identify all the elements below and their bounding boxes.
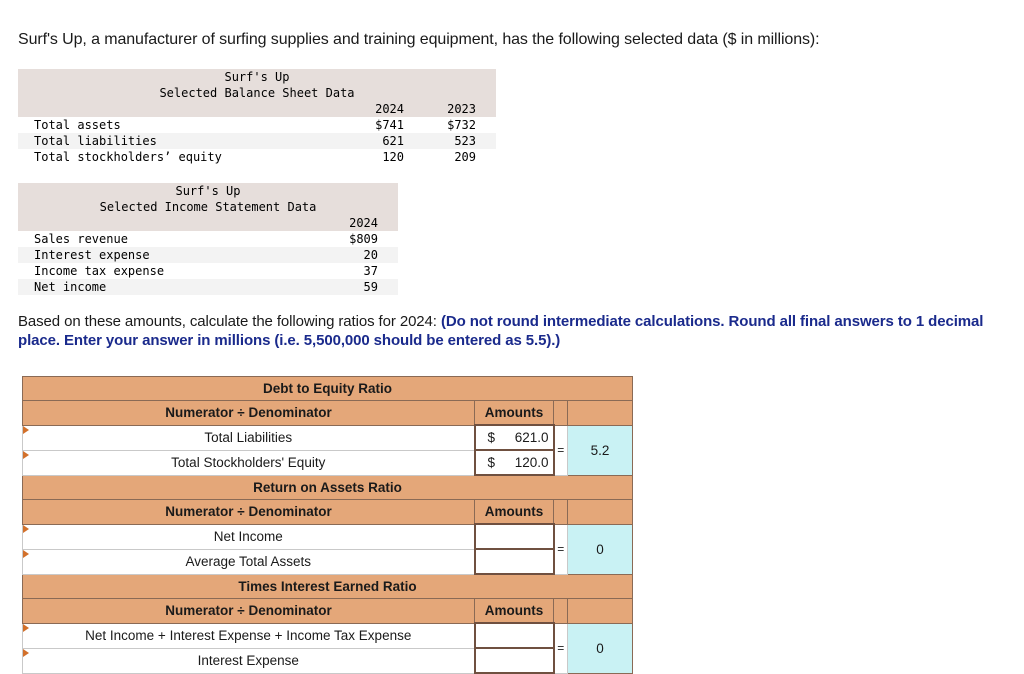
return-on-assets-numerator-select[interactable]: Net Income [23, 524, 475, 549]
times-interest-earned-denominator-select[interactable]: Interest Expense [23, 648, 475, 673]
instructions-emphasis: (Do not round intermediate calculations. Round all final answers to 1 decimal place. Enter your answer in millions (i.e. 5,500,000 should be entered as 5.5).) [18, 313, 984, 349]
table-row [23, 500, 633, 525]
table-row [23, 401, 633, 426]
value-2024: $809 [349, 232, 378, 246]
amount-value: 621.0 [514, 430, 549, 445]
year-2024: 2024 [375, 102, 404, 116]
income-statement-table [18, 183, 398, 295]
value-2024: 120 [382, 150, 404, 164]
header-spacer [554, 500, 568, 525]
table-row [23, 623, 633, 648]
times-interest-earned-title: Times Interest Earned Ratio [23, 574, 633, 599]
table-row [23, 450, 633, 475]
header-spacer [568, 500, 633, 525]
header-spacer [554, 599, 568, 624]
balance-sheet-title: Surf's Up [224, 70, 290, 84]
return-on-assets-numerator-amount-input[interactable] [475, 524, 554, 549]
table-row [18, 263, 398, 279]
times-interest-earned-numerator-amount-input[interactable] [475, 623, 554, 648]
equals-sign: = [554, 524, 568, 574]
equals-sign: = [554, 425, 568, 475]
dollar-sign: $ [487, 455, 496, 470]
return-on-assets-denominator-amount-input[interactable] [475, 549, 554, 574]
row-label: Net income [34, 280, 107, 294]
amounts-header: Amounts [475, 500, 554, 525]
table-row [23, 425, 633, 450]
row-label: Total liabilities [34, 134, 157, 148]
table-row [18, 149, 496, 165]
row-label: Total assets [34, 118, 121, 132]
balance-sheet-subtitle: Selected Balance Sheet Data [159, 86, 355, 100]
balance-sheet-year-header [18, 101, 496, 117]
amount-value: 120.0 [514, 455, 549, 470]
times-interest-earned-result: 0 [568, 623, 633, 673]
table-row [23, 574, 633, 599]
year-2023: 2023 [447, 102, 476, 116]
ratio-worksheet [22, 376, 633, 674]
intro-text: Surf's Up, a manufacturer of surfing supplies and training equipment, has the following selected data ($ in millions): [18, 31, 820, 48]
amounts-header: Amounts [475, 599, 554, 624]
row-label: Income tax expense [34, 264, 165, 278]
value-2024: 59 [363, 280, 378, 294]
header-spacer [554, 401, 568, 426]
table-row [23, 599, 633, 624]
times-interest-earned-denominator-amount-input[interactable] [475, 648, 554, 673]
debt-to-equity-result: 5.2 [568, 425, 633, 475]
table-row [23, 377, 633, 401]
row-label: Total stockholders’ equity [34, 150, 222, 164]
debt-to-equity-title: Debt to Equity Ratio [23, 377, 633, 401]
num-den-header: Numerator ÷ Denominator [23, 500, 475, 525]
row-label: Sales revenue [34, 232, 128, 246]
table-row [23, 475, 633, 500]
header-spacer [568, 401, 633, 426]
header-spacer [568, 599, 633, 624]
instructions [18, 312, 1018, 350]
dollar-sign: $ [487, 430, 496, 445]
value-2024: 621 [382, 134, 404, 148]
debt-to-equity-numerator-select[interactable]: Total Liabilities [23, 425, 475, 450]
table-row [18, 279, 398, 295]
balance-sheet-table [18, 69, 496, 165]
value-2024: $741 [375, 118, 404, 132]
value-2024: 37 [363, 264, 378, 278]
debt-to-equity-denominator-amount-input[interactable] [475, 450, 554, 475]
num-den-header: Numerator ÷ Denominator [23, 599, 475, 624]
year-2024: 2024 [349, 216, 378, 230]
table-row [18, 231, 398, 247]
table-row [23, 524, 633, 549]
equals-sign: = [554, 623, 568, 673]
instructions-text: Based on these amounts, calculate the following ratios for 2024: [18, 313, 441, 330]
value-2023: 523 [454, 134, 476, 148]
return-on-assets-denominator-select[interactable]: Average Total Assets [23, 549, 475, 574]
times-interest-earned-numerator-select[interactable]: Net Income + Interest Expense + Income Tax Expense [23, 623, 475, 648]
value-2023: $732 [447, 118, 476, 132]
debt-to-equity-numerator-amount-input[interactable] [475, 425, 554, 450]
return-on-assets-result: 0 [568, 524, 633, 574]
return-on-assets-title: Return on Assets Ratio [23, 475, 633, 500]
amounts-header: Amounts [475, 401, 554, 426]
table-row [23, 549, 633, 574]
table-row [18, 247, 398, 263]
row-label: Interest expense [34, 248, 150, 262]
debt-to-equity-denominator-select[interactable]: Total Stockholders' Equity [23, 450, 475, 475]
num-den-header: Numerator ÷ Denominator [23, 401, 475, 426]
income-statement-year-header [18, 215, 398, 231]
value-2023: 209 [454, 150, 476, 164]
table-row [18, 133, 496, 149]
table-row [23, 648, 633, 673]
income-statement-subtitle: Selected Income Statement Data [99, 200, 317, 214]
income-statement-title: Surf's Up [175, 184, 241, 198]
table-row [18, 117, 496, 133]
value-2024: 20 [363, 248, 378, 262]
